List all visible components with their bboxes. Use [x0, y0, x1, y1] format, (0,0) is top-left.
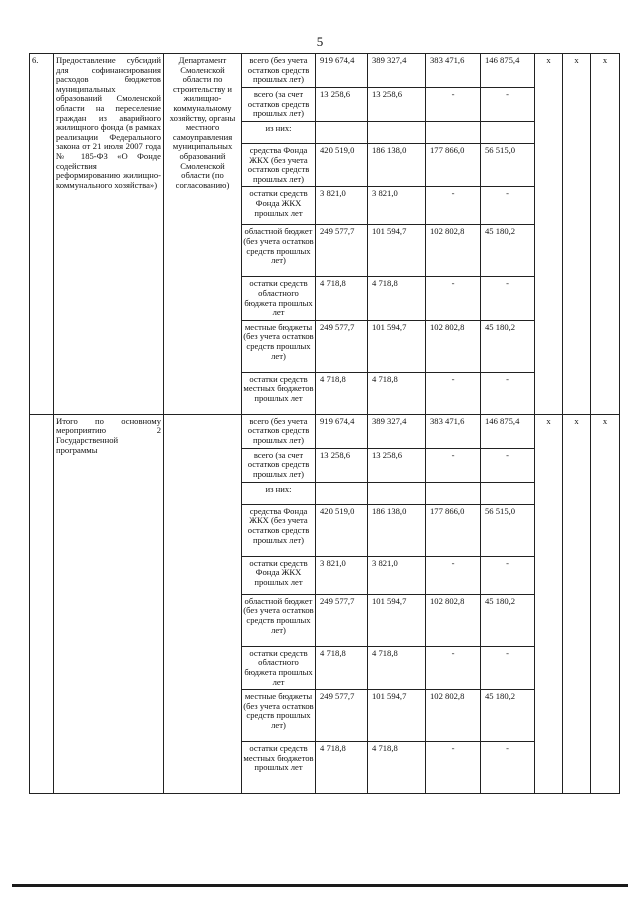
amount-year-1: 101 594,7 [368, 320, 426, 372]
page-number: 5 [316, 34, 324, 49]
amount-year-3: 146 875,4 [481, 414, 535, 448]
amount-year-3 [481, 122, 535, 144]
amount-year-3: - [481, 187, 535, 225]
amount-year-1 [368, 482, 426, 504]
amount-year-3: - [481, 448, 535, 482]
amount-year-2: - [426, 742, 481, 794]
funding-source: остатки средств областного бюджета прошлых лет [242, 277, 316, 320]
funding-source: остатки средств областного бюджета прошлых лет [242, 646, 316, 689]
indicator-mark: x [535, 414, 563, 793]
amount-total: 13 258,6 [316, 88, 368, 122]
amount-year-1: 186 138,0 [368, 504, 426, 556]
amount-year-1: 389 327,4 [368, 54, 426, 88]
amount-year-1 [368, 122, 426, 144]
amount-year-2: - [426, 448, 481, 482]
amount-total: 249 577,7 [316, 690, 368, 742]
amount-year-2: 102 802,8 [426, 594, 481, 646]
funding-source: средства Фонда ЖКХ (без учета остатков средств прошлых лет) [242, 504, 316, 556]
amount-year-2: 102 802,8 [426, 690, 481, 742]
funding-source: остатки средств местных бюджетов прошлых лет [242, 742, 316, 794]
amount-year-1: 101 594,7 [368, 690, 426, 742]
amount-total: 420 519,0 [316, 144, 368, 187]
budget-table [29, 53, 620, 794]
funding-source: остатки средств местных бюджетов прошлых лет [242, 372, 316, 414]
funding-source: всего (без учета остатков средств прошлых лет) [242, 414, 316, 448]
funding-source: остатки средств Фонда ЖКХ прошлых лет [242, 556, 316, 594]
amount-total [316, 482, 368, 504]
amount-total: 919 674,4 [316, 414, 368, 448]
measure-name: Предоставление субсидий для софинансирования расходов бюджетов муниципальных образований Смоленской области на переселение граждан из аварийного жилищного фонда (в рамках реализации Федерального закона от 21 июля 2007 года № 185-ФЗ «О Фонде содействия реформированию жилищно-коммунального хозяйства») [54, 54, 164, 415]
amount-year-3: - [481, 556, 535, 594]
amount-total: 420 519,0 [316, 504, 368, 556]
amount-year-2: - [426, 277, 481, 320]
amount-total: 4 718,8 [316, 372, 368, 414]
amount-total: 3 821,0 [316, 556, 368, 594]
amount-year-2: 102 802,8 [426, 225, 481, 277]
funding-source: всего (без учета остатков средств прошлых лет) [242, 54, 316, 88]
amount-year-2 [426, 482, 481, 504]
amount-year-3: - [481, 88, 535, 122]
indicator-mark: x [535, 54, 563, 415]
amount-year-1: 3 821,0 [368, 187, 426, 225]
executor: Департамент Смоленской области по строительству и жилищно-коммунальному хозяйству, органы местного самоуправления муниципальных образований Смоленской области (по согласованию) [164, 54, 242, 415]
amount-year-3: 45 180,2 [481, 594, 535, 646]
amount-year-2: 383 471,6 [426, 414, 481, 448]
amount-year-1: 4 718,8 [368, 742, 426, 794]
amount-year-3: 146 875,4 [481, 54, 535, 88]
amount-year-3 [481, 482, 535, 504]
amount-year-1: 389 327,4 [368, 414, 426, 448]
table-row [30, 414, 620, 448]
indicator-mark: x [563, 54, 591, 415]
funding-source: местные бюджеты (без учета остатков средств прошлых лет) [242, 690, 316, 742]
page-bottom-rule [12, 884, 628, 887]
amount-year-3: 45 180,2 [481, 225, 535, 277]
indicator-mark: x [591, 54, 620, 415]
amount-year-1: 101 594,7 [368, 225, 426, 277]
funding-source: местные бюджеты (без учета остатков средств прошлых лет) [242, 320, 316, 372]
amount-total: 249 577,7 [316, 594, 368, 646]
funding-source: областной бюджет (без учета остатков средств прошлых лет) [242, 225, 316, 277]
amount-year-1: 13 258,6 [368, 88, 426, 122]
amount-year-2: - [426, 88, 481, 122]
amount-year-2: - [426, 556, 481, 594]
amount-total: 249 577,7 [316, 320, 368, 372]
amount-total: 4 718,8 [316, 742, 368, 794]
amount-year-1: 13 258,6 [368, 448, 426, 482]
indicator-mark: x [591, 414, 620, 793]
funding-source: из них: [242, 122, 316, 144]
amount-year-3: 56 515,0 [481, 144, 535, 187]
amount-year-2: - [426, 187, 481, 225]
amount-year-3: 56 515,0 [481, 504, 535, 556]
amount-year-2: - [426, 372, 481, 414]
measure-name: Итого по основному мероприятию 2 Государственной программы [54, 414, 164, 793]
indicator-mark: x [563, 414, 591, 793]
amount-year-1: 3 821,0 [368, 556, 426, 594]
amount-year-2: 383 471,6 [426, 54, 481, 88]
amount-total: 249 577,7 [316, 225, 368, 277]
item-number [30, 414, 54, 793]
funding-source: остатки средств Фонда ЖКХ прошлых лет [242, 187, 316, 225]
amount-year-1: 4 718,8 [368, 277, 426, 320]
amount-total: 919 674,4 [316, 54, 368, 88]
item-number: 6. [30, 54, 54, 415]
amount-year-3: - [481, 742, 535, 794]
amount-total: 4 718,8 [316, 646, 368, 689]
amount-year-2: 177 866,0 [426, 504, 481, 556]
amount-total: 4 718,8 [316, 277, 368, 320]
amount-year-1: 4 718,8 [368, 646, 426, 689]
amount-total: 3 821,0 [316, 187, 368, 225]
table-row [30, 54, 620, 88]
funding-source: областной бюджет (без учета остатков средств прошлых лет) [242, 594, 316, 646]
executor [164, 414, 242, 793]
amount-year-2 [426, 122, 481, 144]
funding-source: из них: [242, 482, 316, 504]
amount-total: 13 258,6 [316, 448, 368, 482]
funding-source: средства Фонда ЖКХ (без учета остатков средств прошлых лет) [242, 144, 316, 187]
amount-year-3: 45 180,2 [481, 690, 535, 742]
amount-year-2: 177 866,0 [426, 144, 481, 187]
amount-year-3: - [481, 372, 535, 414]
amount-total [316, 122, 368, 144]
amount-year-3: - [481, 277, 535, 320]
amount-year-1: 4 718,8 [368, 372, 426, 414]
amount-year-3: - [481, 646, 535, 689]
amount-year-1: 186 138,0 [368, 144, 426, 187]
amount-year-3: 45 180,2 [481, 320, 535, 372]
amount-year-2: 102 802,8 [426, 320, 481, 372]
amount-year-1: 101 594,7 [368, 594, 426, 646]
amount-year-2: - [426, 646, 481, 689]
funding-source: всего (за счет остатков средств прошлых лет) [242, 88, 316, 122]
funding-source: всего (за счет остатков средств прошлых лет) [242, 448, 316, 482]
